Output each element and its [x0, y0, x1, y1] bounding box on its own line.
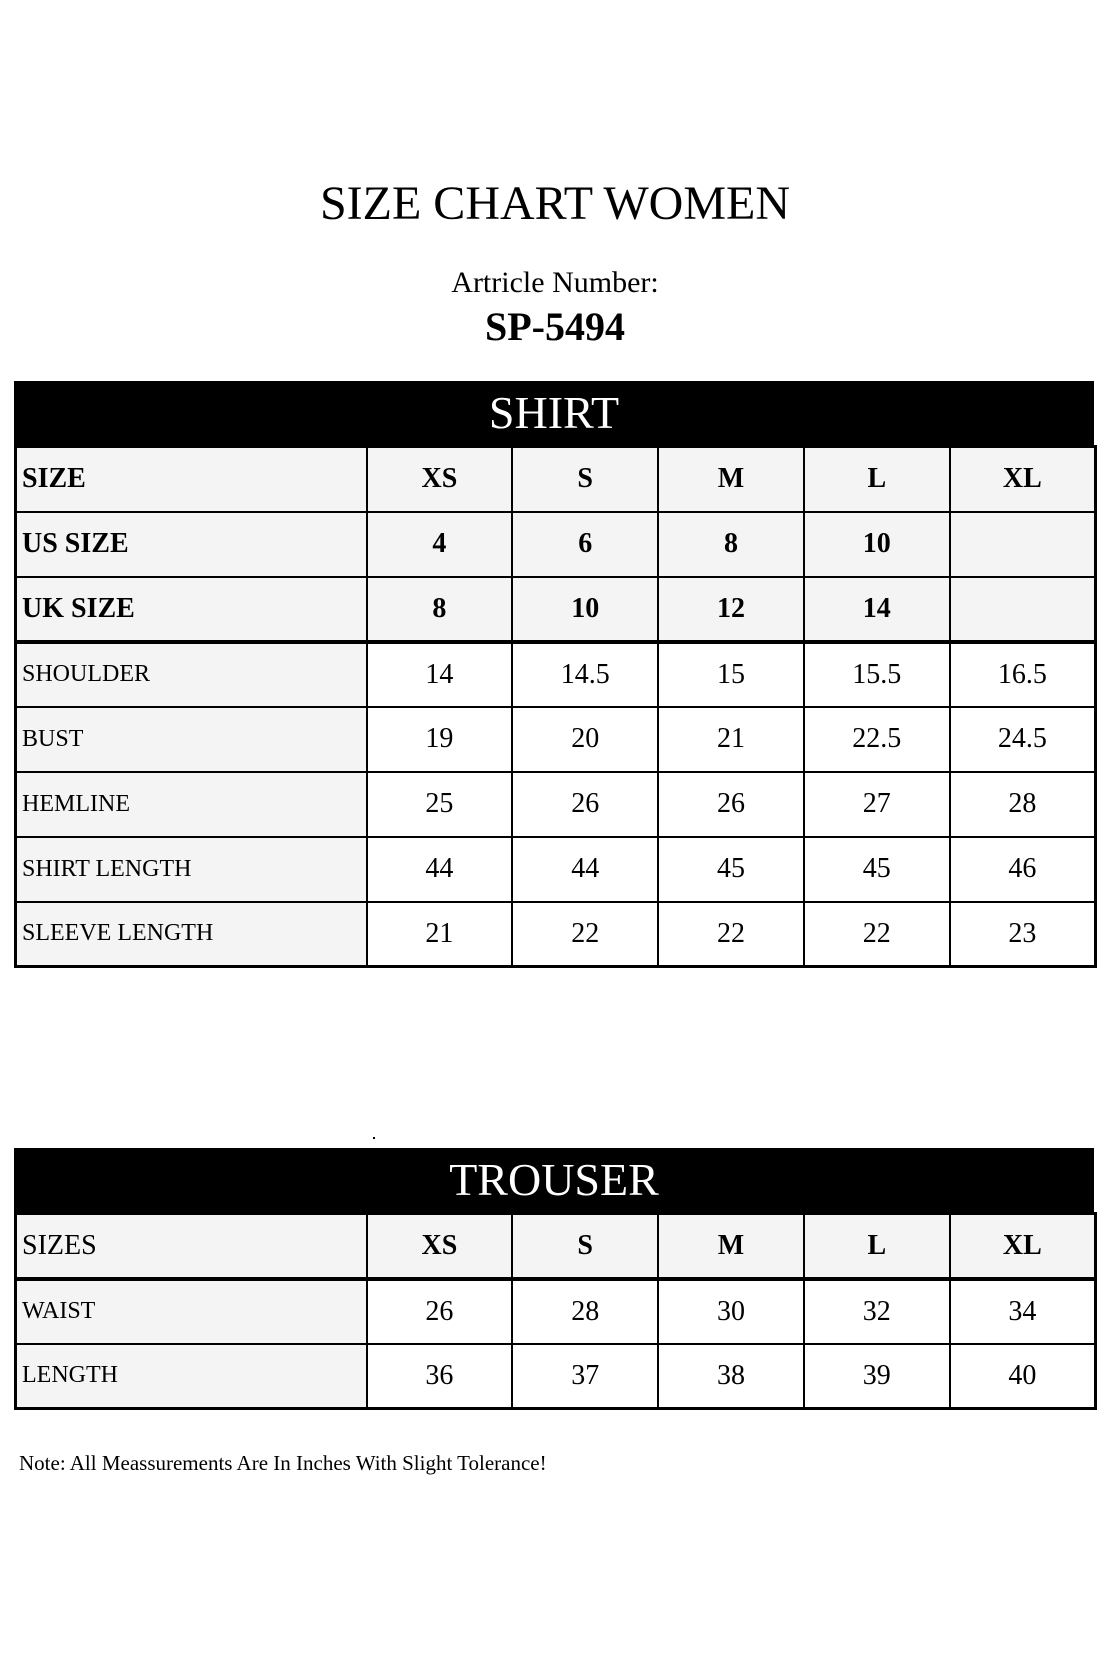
- row-label: US SIZE: [16, 512, 367, 577]
- cell-value: 27: [804, 772, 950, 837]
- row-label: UK SIZE: [16, 577, 367, 642]
- cell-value: 39: [804, 1344, 950, 1409]
- trouser-header-size: XS: [367, 1214, 513, 1279]
- cell-value: 26: [512, 772, 658, 837]
- cell-value: 16.5: [950, 642, 1096, 707]
- trouser-header-size: L: [804, 1214, 950, 1279]
- cell-value: 46: [950, 837, 1096, 902]
- cell-value: 36: [367, 1344, 513, 1409]
- cell-value: 21: [367, 902, 513, 967]
- cell-value: 40: [950, 1344, 1096, 1409]
- row-label: HEMLINE: [16, 772, 367, 837]
- cell-value: 12: [658, 577, 804, 642]
- cell-value: 30: [658, 1279, 804, 1344]
- shirt-header-size: S: [512, 447, 658, 512]
- cell-value: 45: [804, 837, 950, 902]
- cell-value: 15.5: [804, 642, 950, 707]
- shirt-header-size: M: [658, 447, 804, 512]
- stray-dot: [373, 1137, 375, 1139]
- shirt-row-us-size: [16, 512, 1096, 577]
- shirt-section-title: SHIRT: [14, 381, 1094, 445]
- cell-value: 37: [512, 1344, 658, 1409]
- cell-value: 8: [658, 512, 804, 577]
- shirt-row-shoulder: [16, 642, 1096, 707]
- trouser-size-table: [14, 1212, 1097, 1410]
- shirt-row-uk-size: [16, 577, 1096, 642]
- row-label: LENGTH: [16, 1344, 367, 1409]
- trouser-section-title: TROUSER: [14, 1148, 1094, 1212]
- article-number-label: Artricle Number:: [451, 266, 659, 299]
- cell-value: 22: [658, 902, 804, 967]
- cell-value: 14.5: [512, 642, 658, 707]
- trouser-row-waist: [16, 1279, 1096, 1344]
- shirt-row-sleeve-length: [16, 902, 1096, 967]
- cell-value: 34: [950, 1279, 1096, 1344]
- cell-value: 14: [804, 577, 950, 642]
- cell-value: [950, 577, 1096, 642]
- shirt-size-section: [14, 381, 1094, 968]
- row-label: SHIRT LENGTH: [16, 837, 367, 902]
- page-title: SIZE CHART WOMEN: [319, 177, 790, 230]
- cell-value: 24.5: [950, 707, 1096, 772]
- cell-value: 6: [512, 512, 658, 577]
- trouser-header-row: [16, 1214, 1096, 1279]
- cell-value: 10: [804, 512, 950, 577]
- cell-value: 32: [804, 1279, 950, 1344]
- cell-value: 44: [512, 837, 658, 902]
- row-label: SHOULDER: [16, 642, 367, 707]
- row-label: SLEEVE LENGTH: [16, 902, 367, 967]
- row-label: WAIST: [16, 1279, 367, 1344]
- trouser-header-size: S: [512, 1214, 658, 1279]
- trouser-header-size: M: [658, 1214, 804, 1279]
- cell-value: 44: [367, 837, 513, 902]
- cell-value: 26: [658, 772, 804, 837]
- cell-value: 8: [367, 577, 513, 642]
- measurement-note: Note: All Meassurements Are In Inches With Slight Tolerance!: [19, 1451, 547, 1475]
- cell-value: 14: [367, 642, 513, 707]
- cell-value: 22: [804, 902, 950, 967]
- cell-value: 45: [658, 837, 804, 902]
- shirt-header-size: XS: [367, 447, 513, 512]
- cell-value: 4: [367, 512, 513, 577]
- trouser-row-length: [16, 1344, 1096, 1409]
- cell-value: 22: [512, 902, 658, 967]
- cell-value: 19: [367, 707, 513, 772]
- cell-value: 15: [658, 642, 804, 707]
- cell-value: 28: [512, 1279, 658, 1344]
- cell-value: 21: [658, 707, 804, 772]
- cell-value: 20: [512, 707, 658, 772]
- article-number: SP-5494: [485, 304, 625, 349]
- cell-value: 10: [512, 577, 658, 642]
- shirt-row-bust: [16, 707, 1096, 772]
- cell-value: 38: [658, 1344, 804, 1409]
- shirt-header-size: XL: [950, 447, 1096, 512]
- cell-value: 28: [950, 772, 1096, 837]
- cell-value: 26: [367, 1279, 513, 1344]
- trouser-size-section: [14, 1148, 1094, 1410]
- shirt-row-shirt-length: [16, 837, 1096, 902]
- shirt-header-label: SIZE: [16, 447, 367, 512]
- cell-value: [950, 512, 1096, 577]
- shirt-size-table: [14, 445, 1097, 968]
- row-label: BUST: [16, 707, 367, 772]
- cell-value: 22.5: [804, 707, 950, 772]
- shirt-row-hemline: [16, 772, 1096, 837]
- trouser-header-label: SIZES: [16, 1214, 367, 1279]
- trouser-header-size: XL: [950, 1214, 1096, 1279]
- shirt-header-row: [16, 447, 1096, 512]
- cell-value: 23: [950, 902, 1096, 967]
- cell-value: 25: [367, 772, 513, 837]
- shirt-header-size: L: [804, 447, 950, 512]
